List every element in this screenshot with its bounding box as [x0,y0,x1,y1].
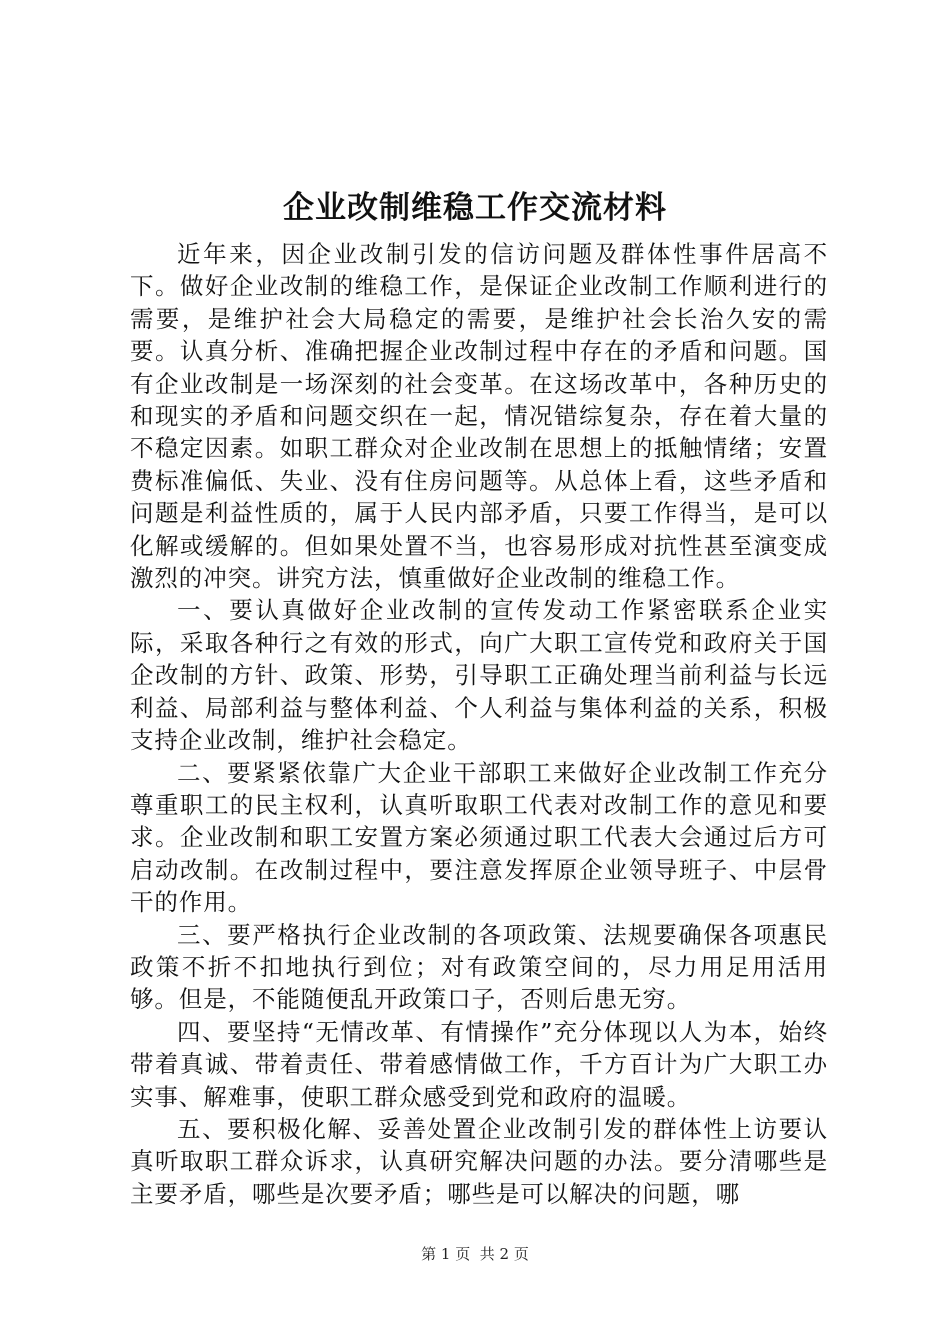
page-number: 第 1 页 [421,1245,471,1263]
paragraph-point-5: 五、要积极化解、妥善处置企业改制引发的群体性上访要认真听取职工群众诉求，认真研究解决问题的办法。要分清哪些是主要矛盾，哪些是次要矛盾；哪些是可以解决的问题，哪 [130,1114,828,1208]
paragraph-point-1: 一、要认真做好企业改制的宣传发动工作紧密联系企业实际，采取各种行之有效的形式，向广大职工宣传党和政府关于国企改制的方针、政策、形势，引导职工正确处理当前利益与长远利益、局部利益与整体利益、个人利益与集体利益的关系，积极支持企业改制，维护社会稳定。 [130,596,828,755]
paragraph-point-3: 三、要严格执行企业改制的各项政策、法规要确保各项惠民政策不折不扣地执行到位；对有政策空间的，尽力用足用活用够。但是，不能随便乱开政策口子，否则后患无穷。 [130,920,828,1014]
page-total: 共 2 页 [479,1245,529,1263]
paragraph-point-2: 二、要紧紧依靠广大企业干部职工来做好企业改制工作充分尊重职工的民主权利，认真听取职工代表对改制工作的意见和要求。企业改制和职工安置方案必须通过职工代表大会通过后方可启动改制。在改制过程中，要注意发挥原企业领导班子、中层骨干的作用。 [130,758,828,917]
paragraph-intro: 近年来，因企业改制引发的信访问题及群体性事件居高不下。做好企业改制的维稳工作，是保证企业改制工作顺利进行的需要，是维护社会大局稳定的需要，是维护社会长治久安的需要。认真分析、准确把握企业改制过程中存在的矛盾和问题。国有企业改制是一场深刻的社会变革。在这场改革中，各种历史的和现实的矛盾和问题交织在一起，情况错综复杂，存在着大量的不稳定因素。如职工群众对企业改制在思想上的抵触情绪；安置费标准偏低、失业、没有住房问题等。从总体上看，这些矛盾和问题是利益性质的，属于人民内部矛盾，只要工作得当，是可以化解或缓解的。但如果处置不当，也容易形成对抗性甚至演变成激烈的冲突。讲究方法，慎重做好企业改制的维稳工作。 [130,240,828,593]
document-body [130,238,828,1210]
page-footer [0,1244,950,1264]
document-title: 企业改制维稳工作交流材料 [283,190,667,226]
paragraph-point-4: 四、要坚持“无情改革、有情操作”充分体现以人为本，始终带着真诚、带着责任、带着感情做工作，千方百计为广大职工办实事、解难事，使职工群众感受到党和政府的温暖。 [130,1017,828,1111]
